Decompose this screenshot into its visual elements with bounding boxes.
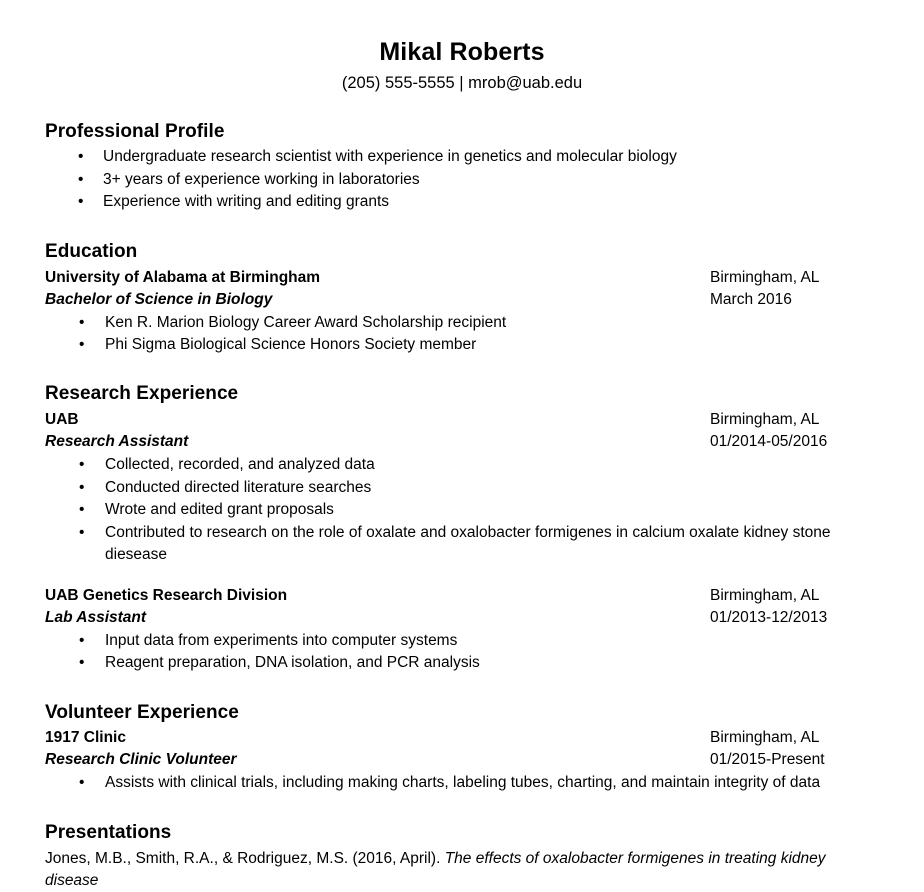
section-heading-research-experience: Research Experience [45, 383, 239, 405]
entry-dates: 01/2013-12/2013 [710, 608, 828, 626]
list-item [45, 312, 879, 334]
organization-name: University of Alabama at Birmingham [45, 268, 321, 286]
list-item [45, 146, 879, 168]
entry-title: Research Clinic Volunteer [45, 751, 237, 769]
bullet-icon: • [78, 170, 84, 188]
entry-dates: 01/2015-Present [710, 751, 825, 769]
volunteer-entry [45, 727, 879, 794]
entry-location: Birmingham, AL [710, 268, 820, 286]
entry-dates: March 2016 [710, 290, 792, 308]
list-item [45, 477, 879, 499]
entry-title: Bachelor of Science in Biology [45, 290, 273, 308]
citation-authors-date: Jones, M.B., Smith, R.A., & Rodriguez, M.S. (2016, April). [45, 849, 445, 867]
entry-dates: 01/2014-05/2016 [710, 433, 828, 451]
citation-title: The effects of oxalobacter formigenes in treating kidney disease [45, 849, 826, 889]
section-heading-education: Education [45, 240, 138, 262]
list-item-text: Input data from experiments into computer systems [105, 631, 458, 649]
volunteer-bullet-list [45, 772, 879, 794]
organization-name: UAB [45, 411, 79, 429]
entry-title-row [45, 749, 879, 771]
organization-name: UAB Genetics Research Division [45, 586, 288, 604]
section-presentations [45, 822, 879, 892]
list-item [45, 191, 879, 213]
list-item-text: Contributed to research on the role of oxalate and oxalobacter formigenes in calcium oxalate kidney stone diesease [105, 523, 831, 564]
list-item [45, 630, 879, 652]
list-item [45, 772, 879, 794]
entry-location: Birmingham, AL [710, 586, 820, 604]
presentation-citation [45, 848, 879, 892]
entry-location: Birmingham, AL [710, 411, 820, 429]
list-item-text: Phi Sigma Biological Science Honors Society member [105, 336, 477, 354]
entry-organization-row [45, 267, 879, 289]
research-entry [45, 585, 879, 675]
list-item [45, 499, 879, 521]
bullet-icon: • [79, 456, 85, 474]
bullet-icon: • [78, 148, 84, 166]
entry-title-row [45, 431, 879, 453]
section-professional-profile [45, 121, 879, 214]
resume-header [45, 0, 879, 94]
entry-organization-row [45, 409, 879, 431]
list-item [45, 169, 879, 191]
research-bullet-list [45, 454, 879, 566]
list-item-text: Undergraduate research scientist with experience in genetics and molecular biology [103, 148, 677, 166]
section-research-experience [45, 383, 879, 674]
section-volunteer-experience [45, 702, 879, 795]
entry-title-row [45, 607, 879, 629]
entry-title: Lab Assistant [45, 608, 147, 626]
bullet-icon: • [79, 336, 85, 354]
bullet-icon: • [79, 523, 85, 541]
research-entry [45, 409, 879, 566]
list-item-text: Ken R. Marion Biology Career Award Scholarship recipient [105, 313, 507, 331]
bullet-icon: • [79, 501, 85, 519]
bullet-icon: • [78, 193, 84, 211]
bullet-icon: • [79, 774, 85, 792]
education-entry [45, 267, 879, 357]
research-bullet-list [45, 630, 879, 675]
list-item [45, 652, 879, 674]
list-item-text: Experience with writing and editing grants [103, 193, 390, 211]
list-item-text: Reagent preparation, DNA isolation, and PCR analysis [105, 654, 480, 672]
entry-organization-row [45, 585, 879, 607]
organization-name: 1917 Clinic [45, 729, 126, 747]
list-item [45, 522, 879, 567]
bullet-icon: • [79, 631, 85, 649]
entry-location: Birmingham, AL [710, 729, 820, 747]
list-item-text: 3+ years of experience working in laboratories [103, 170, 420, 188]
list-item-text: Wrote and edited grant proposals [105, 501, 334, 519]
list-item-text: Conducted directed literature searches [105, 478, 372, 496]
list-item-text: Assists with clinical trials, including making charts, labeling tubes, charting, and maintain integrity of data [105, 774, 821, 792]
candidate-contact-line: (205) 555-5555 | mrob@uab.edu [341, 73, 583, 92]
section-heading-presentations: Presentations [45, 821, 172, 843]
bullet-icon: • [79, 654, 85, 672]
profile-bullet-list [45, 146, 879, 213]
section-education [45, 241, 879, 357]
education-bullet-list [45, 312, 879, 357]
entry-title: Research Assistant [45, 433, 189, 451]
list-item [45, 334, 879, 356]
list-item-text: Collected, recorded, and analyzed data [105, 456, 375, 474]
list-item [45, 454, 879, 476]
entry-title-row [45, 289, 879, 311]
candidate-name: Mikal Roberts [379, 38, 545, 66]
bullet-icon: • [79, 313, 85, 331]
section-heading-professional-profile: Professional Profile [45, 120, 225, 142]
entry-organization-row [45, 727, 879, 749]
bullet-icon: • [79, 478, 85, 496]
section-heading-volunteer-experience: Volunteer Experience [45, 701, 239, 723]
